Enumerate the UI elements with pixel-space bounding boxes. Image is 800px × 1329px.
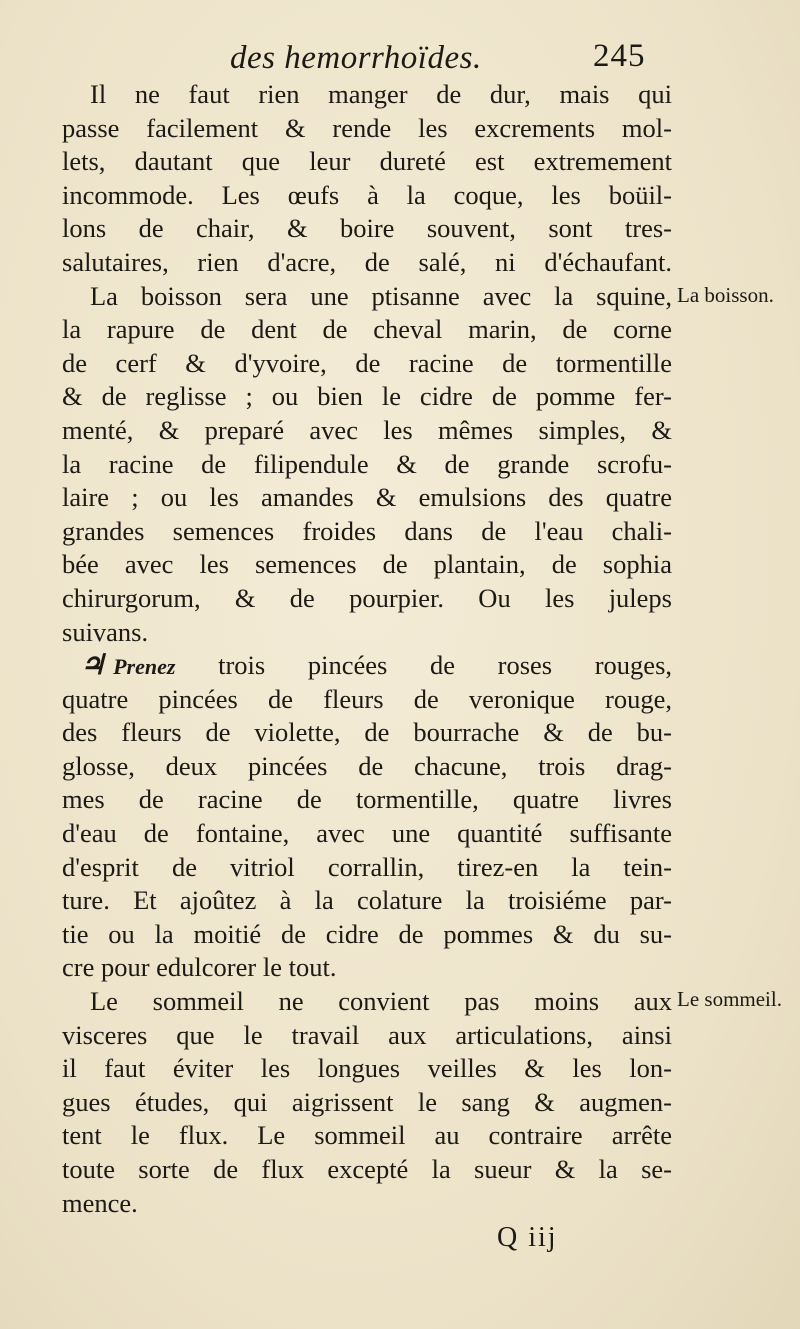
text-line: ture. Et ajoûtez à la colature la troisiéme par-	[62, 885, 672, 916]
page-header	[0, 38, 800, 78]
text-line: Le sommeil ne convient pas moins aux	[90, 986, 672, 1017]
text-line: La boisson sera une ptisanne avec la squine,	[90, 280, 672, 311]
page-number: 245	[593, 38, 646, 74]
recipe-line	[62, 649, 672, 683]
text-line: chirurgorum, & de pourpier. Ou les juleps	[62, 582, 672, 613]
text-line: des fleurs de violette, de bourrache & de bu-	[62, 717, 672, 748]
body-text	[62, 78, 672, 1220]
text-line: suivans.	[62, 616, 149, 647]
text-line: bée avec les semences de plantain, de sophia	[62, 549, 672, 580]
text-line: visceres que le travail aux articulations, ainsi	[62, 1019, 672, 1050]
jupiter-recipe-icon: ♃	[80, 650, 106, 682]
text-line: gues études, qui aigrissent le sang & augmen-	[62, 1086, 672, 1117]
text-line: la rapure de dent de cheval marin, de corne	[62, 314, 672, 345]
text-line: de cerf & d'yvoire, de racine de tormentille	[62, 347, 672, 378]
recipe-text: trois pincées de roses rouges,	[218, 650, 673, 681]
running-title: des hemorrhoïdes.	[230, 40, 482, 76]
text-line: mes de racine de tormentille, quatre livres	[62, 784, 672, 815]
text-line: lons de chair, & boire souvent, sont tres-	[62, 213, 672, 244]
text-line: d'eau de fontaine, avec une quantité suffisante	[62, 818, 672, 849]
text-line: incommode. Les œufs à la coque, les boüil-	[62, 179, 672, 210]
text-line: lets, dautant que leur dureté est extremement	[62, 146, 672, 177]
signature-mark: Q iij	[497, 1222, 558, 1253]
text-line: tie ou la moitié de cidre de pommes & du su-	[62, 918, 672, 949]
text-line: cre pour edulcorer le tout.	[62, 952, 337, 983]
text-line: salutaires, rien d'acre, de salé, ni d'échaufant.	[62, 246, 672, 277]
text-line: & de reglisse ; ou bien le cidre de pomme fer-	[62, 381, 672, 412]
text-line: quatre pincées de fleurs de veronique rouge,	[62, 683, 672, 714]
text-line: d'esprit de vitriol corrallin, tirez-en la tein-	[62, 851, 672, 882]
text-line: grandes semences froides dans de l'eau chali-	[62, 515, 672, 546]
text-line: laire ; ou les amandes & emulsions des quatre	[62, 482, 672, 513]
text-line: la racine de filipendule & de grande scrofu-	[62, 448, 672, 479]
text-line: Il ne faut rien manger de dur, mais qui	[90, 79, 672, 109]
text-line: il faut éviter les longues veilles & les lon-	[62, 1053, 672, 1084]
recipe-prefix: Prenez	[113, 654, 176, 680]
margin-note-sommeil: Le sommeil.	[677, 987, 782, 1011]
text-line: toute sorte de flux excepté la sueur & la se-	[62, 1154, 672, 1184]
text-line: tent le flux. Le sommeil au contraire arrête	[62, 1120, 672, 1151]
text-line: menté, & preparé avec les mêmes simples, &	[62, 414, 672, 445]
text-line: passe facilement & rende les excrements mol-	[62, 112, 672, 143]
margin-note-boisson: La boisson.	[677, 283, 774, 307]
text-line: glosse, deux pincées de chacune, trois drag-	[62, 750, 672, 781]
text-line: mence.	[62, 1187, 138, 1218]
